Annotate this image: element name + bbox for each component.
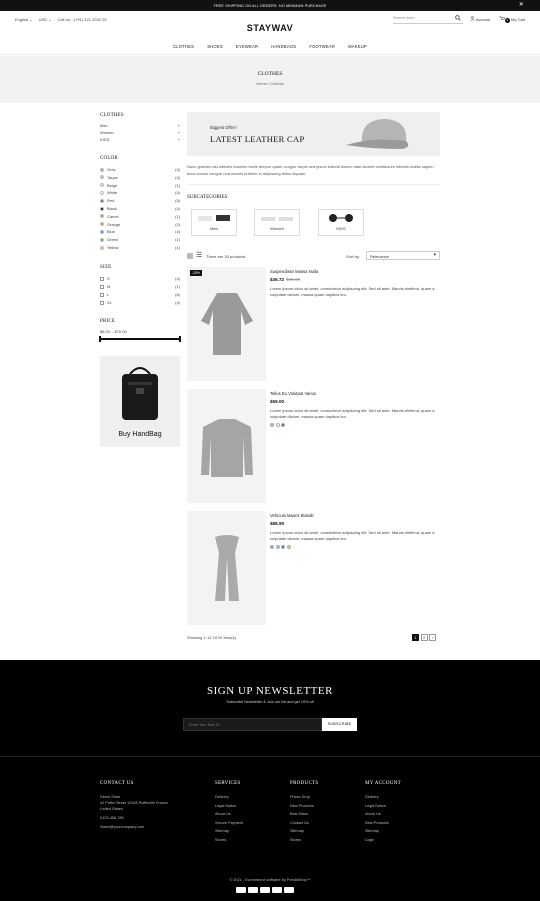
close-icon[interactable]: ✕ — [518, 2, 524, 8]
size-filter-l[interactable]: L (6) — [100, 291, 180, 298]
nav-item-footwear[interactable]: FOOTWEAR — [309, 44, 336, 49]
checkbox — [100, 277, 104, 281]
product-toolbar — [187, 251, 440, 261]
color-swatch[interactable] — [270, 423, 274, 427]
promo-handbag-banner[interactable] — [100, 356, 180, 447]
payment-icons — [236, 887, 294, 893]
subcategory-men[interactable]: Men — [191, 209, 237, 236]
subcategory-kids[interactable]: KIDS — [318, 209, 364, 236]
filter-title-size: SIZE — [100, 265, 112, 270]
product-desc-3: Lorem ipsum dolor sit amet, consectetur adipiscing elit. Sed sit ante. Mauris eleifend, quam a vulputate dictum, massa quam dapibus leo. — [270, 530, 435, 541]
currency-selector[interactable]: USD ⌄ — [38, 17, 52, 22]
search-input[interactable]: Search here... — [393, 15, 463, 24]
size-filter-m[interactable]: M (1) — [100, 283, 180, 290]
product-image-1[interactable] — [187, 267, 266, 381]
footer-link[interactable]: Delivery — [365, 795, 379, 799]
breadcrumb-home[interactable]: Home — [256, 81, 267, 86]
product-old-price-1: $45.90 — [286, 277, 301, 282]
subcategories-title: SUBCATEGORIES — [187, 195, 228, 200]
product-price-3: $88.90 — [270, 521, 285, 526]
sort-label: Sort by: — [346, 254, 360, 259]
color-swatch — [100, 246, 104, 250]
footer-link[interactable]: Secure Payment — [215, 820, 244, 825]
color-swatches-2 — [270, 423, 285, 427]
color-swatch[interactable] — [281, 423, 285, 427]
price-slider-max-handle[interactable] — [179, 336, 181, 342]
footer-link[interactable]: Legal Notice — [215, 803, 237, 808]
color-swatch — [100, 238, 104, 242]
category-kids[interactable]: KIDS + — [100, 137, 180, 142]
cap-image — [342, 113, 422, 155]
color-filter-orange[interactable]: Orange (2) — [100, 221, 180, 228]
color-swatches-3 — [270, 545, 291, 549]
footer-services: SERVICES Delivery Legal Notice About Us Secure Payment Sitemap Stores — [215, 781, 295, 846]
shoe-image — [196, 213, 234, 223]
page-title: CLOTHES — [257, 71, 283, 77]
promo-label: Buy HandBag — [118, 431, 162, 438]
next-page[interactable]: › — [429, 634, 436, 641]
nav-item-makeup[interactable]: MAKEUP — [348, 44, 367, 49]
chevron-down-icon: ▾ — [433, 252, 436, 258]
product-desc-1: Lorem ipsum dolor sit amet, consectetur adipiscing elit. Sed sit ante. Mauris eleifend, quam a vulputate dictum, massa quam dapibus leo. — [270, 286, 435, 297]
footer-link[interactable]: Legal Notice — [365, 803, 387, 808]
category-description: Nunc gravida nisl ultricies lobortis mollis tempor quam congue turpis sed ipsum blandit donec vitae laoreet vestibulum lobortis mattis sapien bera cursus congue una mauris pretium in adipiscing tellus elquam. — [187, 164, 434, 176]
announcement-bar — [0, 0, 540, 11]
product-price-2: $59.00 — [270, 399, 285, 404]
color-swatch — [100, 175, 104, 179]
footer-link[interactable]: Sitemap — [215, 829, 229, 833]
call-us-text: Call Us : (+91) 121 2032 25 — [57, 17, 107, 22]
color-swatch[interactable] — [276, 423, 280, 427]
footer-link[interactable]: Stores — [290, 837, 301, 842]
price-range-text: $8.00 – $76.00 — [100, 329, 127, 334]
banner-title: LATEST LEATHER CAP — [210, 134, 305, 144]
sort-select[interactable]: Relevance ▾ — [366, 251, 440, 260]
newsletter-subtitle: Subscribe Newsletter & Join our list and get 15% off — [226, 700, 314, 704]
checkbox — [100, 293, 104, 297]
search-icon[interactable] — [455, 15, 461, 21]
mastercard-icon — [248, 887, 258, 893]
nav-item-shoes[interactable]: SHOES — [207, 44, 223, 49]
color-swatch — [100, 168, 104, 172]
price-slider-min-handle[interactable] — [99, 336, 101, 342]
discover-icon — [272, 887, 282, 893]
showing-text: Showing 1-12 Of 20 Item(s) — [187, 635, 236, 640]
logo[interactable]: STAYWAV — [246, 23, 294, 33]
product-count: There are 20 products. — [206, 254, 247, 259]
banner-subtitle: Biggest Offer!! — [210, 125, 237, 130]
announcement-text: FREE SHIPPING ON ALL ORDERS. NO MINIMUM PURCHASE — [213, 3, 327, 8]
color-filter-grey[interactable]: Grey (4) — [100, 166, 180, 173]
nav-item-handbags[interactable]: HANDBAGS — [271, 44, 297, 49]
color-swatch — [100, 183, 104, 187]
filter-title-clothes: CLOTHES — [100, 113, 124, 118]
breadcrumb-current: Clothes — [270, 81, 284, 86]
product-image-3[interactable] — [187, 511, 266, 625]
discount-badge: -20% — [192, 271, 200, 275]
product-image-2[interactable] — [187, 389, 266, 503]
category-men[interactable]: Men + — [100, 123, 180, 128]
visa-icon — [236, 887, 246, 893]
color-filter-red[interactable]: Red (5) — [100, 197, 180, 204]
footer — [0, 660, 540, 901]
cart-count-badge: 0 — [506, 18, 509, 22]
nav-item-eyewear[interactable]: EYEWEAR — [235, 44, 259, 49]
color-filter-blue[interactable]: Blue (4) — [100, 228, 180, 235]
pagination — [412, 634, 436, 641]
footer-link[interactable]: New Products — [290, 803, 314, 808]
newsletter-email-input[interactable]: Enter Your Mail ID — [183, 718, 322, 731]
header — [0, 11, 540, 55]
handbag-image — [116, 362, 164, 424]
sunglasses-image — [323, 213, 361, 223]
footer-link[interactable]: Prices Drop — [290, 795, 310, 799]
page-1[interactable]: 1 — [412, 634, 419, 641]
footer-link[interactable]: New Products — [365, 820, 389, 825]
footer-contact: CONTACT US Demo Store 42 Puffin Street 12345 Puffinville France United States 0123-456-789 Sales@yourcompany.com — [100, 781, 168, 829]
product-desc-2: Lorem ipsum dolor sit amet, consectetur adipiscing elit. Sed sit ante. Mauris eleifend, quam a vulputate dictum, massa quam dapibus leo. — [270, 408, 435, 419]
footer-link[interactable]: Contact Us — [290, 820, 309, 825]
color-filter-black[interactable]: Black (4) — [100, 205, 180, 212]
color-swatch[interactable] — [270, 545, 274, 549]
category-women[interactable]: Women + — [100, 130, 180, 135]
color-swatch — [100, 191, 104, 195]
color-swatch — [100, 207, 104, 211]
color-swatch — [100, 199, 104, 203]
divider — [187, 184, 440, 185]
footer-account: MY ACCOUNT Delivery Legal Notice About Us New Products Sitemap Login — [365, 781, 445, 846]
paypal-icon — [284, 887, 294, 893]
product-name-3[interactable]: Vehicula Mauris Blandit — [270, 513, 314, 518]
cart-link[interactable]: 0 My Cart — [499, 16, 525, 23]
grid-view-icon[interactable] — [187, 253, 193, 259]
list-view-icon[interactable]: ☰ — [196, 252, 203, 259]
footer-link[interactable]: About Us — [215, 812, 231, 816]
checkbox — [100, 301, 104, 305]
color-swatch[interactable] — [276, 545, 280, 549]
color-swatch[interactable] — [287, 545, 291, 549]
account-link[interactable]: Account — [470, 16, 490, 22]
color-filter-white[interactable]: White (4) — [100, 189, 180, 196]
price-slider[interactable] — [100, 338, 180, 340]
color-swatch — [100, 230, 104, 234]
color-filter-green[interactable]: Green (1) — [100, 236, 180, 243]
amex-icon — [260, 887, 270, 893]
product-price-1: $36.72 $45.90 — [270, 277, 301, 282]
color-filter-taupe[interactable]: Taupe (4) — [100, 174, 180, 181]
checkbox — [100, 285, 104, 289]
filter-title-price: PRICE — [100, 319, 116, 324]
breadcrumb: Home / Clothes — [256, 81, 284, 86]
product-name-2[interactable]: Tellus Eu Volutpat Varius — [270, 391, 317, 396]
category-banner[interactable] — [187, 112, 440, 156]
color-swatch[interactable] — [281, 545, 285, 549]
footer-link[interactable]: About Us — [365, 812, 381, 816]
footer-products: PRODUCTS Prices Drop New Products Best Sales Contact Us Sitemap Stores — [290, 781, 370, 846]
page-2[interactable]: 2 — [421, 634, 428, 641]
footer-divider — [0, 756, 540, 757]
color-filter-beige[interactable]: Beige (1) — [100, 182, 180, 189]
footer-link[interactable]: Sitemap — [290, 829, 304, 833]
size-filter-xl[interactable]: XL (4) — [100, 299, 180, 306]
filter-title-color: COLOR — [100, 156, 118, 161]
color-filter-yellow[interactable]: Yellow (1) — [100, 244, 180, 251]
product-name-1[interactable]: Suspendisse Massa Nulla — [270, 269, 319, 274]
main-nav — [0, 44, 540, 49]
language-selector[interactable]: English ⌄ — [15, 17, 33, 22]
subscribe-button[interactable]: SUBSCRIBE — [322, 718, 357, 731]
sneaker-image — [259, 213, 297, 223]
nav-item-clothes[interactable]: CLOTHES — [173, 44, 195, 49]
subcategory-women[interactable]: Women — [254, 209, 300, 236]
footer-link[interactable]: Stores — [215, 837, 226, 842]
footer-link[interactable]: Best Sales — [290, 812, 309, 816]
newsletter-title: SIGN UP NEWSLETTER — [207, 685, 333, 697]
color-filter-camel[interactable]: Camel (1) — [100, 213, 180, 220]
size-filter-s[interactable]: S (4) — [100, 275, 180, 282]
color-swatch — [100, 214, 104, 218]
footer-link[interactable]: Sitemap — [365, 829, 379, 833]
footer-link[interactable]: Login — [365, 837, 375, 842]
copyright: © 2021 - Ecommerce software by PrestaShop™ — [229, 878, 311, 882]
user-icon — [470, 16, 475, 21]
color-swatch — [100, 222, 104, 226]
footer-link[interactable]: Delivery — [215, 795, 229, 799]
page-title-band — [0, 56, 540, 103]
